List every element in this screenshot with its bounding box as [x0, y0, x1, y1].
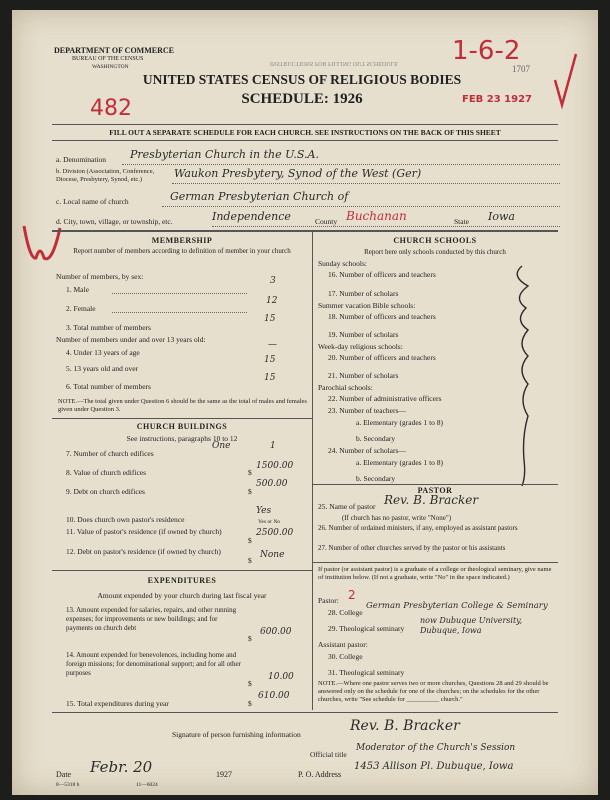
year-label: 1927 [216, 770, 232, 779]
schools-title: CHURCH SCHOOLS [393, 236, 477, 245]
q29-label: 29. Theological seminary [328, 624, 405, 633]
sunday-label: Sunday schools: [318, 259, 367, 268]
date-value: Febr. 20 [90, 758, 153, 776]
q10-value: Yes [256, 506, 272, 516]
weekday-label: Week-day religious schools: [318, 342, 403, 351]
schools-blank-scribble [482, 260, 562, 490]
q23a-label: a. Elementary (grades 1 to 8) [356, 418, 444, 427]
q1-value: 3 [270, 276, 276, 286]
form-code-2: 11—6024 [136, 782, 158, 788]
by-sex-label: Number of members, by sex: [56, 272, 144, 281]
q5-value: 15 [264, 355, 276, 365]
state-value: Iowa [488, 210, 515, 223]
stamp-number: 1707 [512, 64, 530, 74]
q25-label: 25. Name of pastor [318, 502, 376, 511]
address-label: P. O. Address [298, 770, 342, 779]
pastor-label: Pastor: [318, 596, 339, 605]
buildings-title: CHURCH BUILDINGS [136, 422, 228, 431]
denomination-value: Presbyterian Church in the U.S.A. [130, 148, 319, 161]
subtitle: FILL OUT A SEPARATE SCHEDULE FOR EACH CHURCH. SEE INSTRUCTIONS ON THE BACK OF THIS SHEET [109, 128, 501, 137]
q6-value: 15 [264, 373, 276, 383]
city-town-label: d. City, town, village, or township, etc. [56, 217, 173, 226]
q18-label: 18. Number of officers and teachers [328, 312, 436, 321]
q13-label: 13. Amount expended for salaries, repairs, and other running expenses; for improvements or new buildings; and for payments on church debt [66, 606, 237, 632]
expenditures-title: EXPENDITURES [147, 576, 217, 585]
q9-value: 500.00 [256, 479, 288, 489]
q23-label: 23. Number of teachers— [328, 406, 406, 415]
q15-value: 610.00 [258, 691, 290, 701]
q11-value: 2500.00 [256, 528, 294, 538]
date-label: Date [56, 770, 72, 779]
red-check-mark [552, 50, 578, 110]
schedule-title: SCHEDULE: 1926 [241, 91, 363, 107]
local-name-label: c. Local name of church [56, 197, 129, 206]
q11-label: 11. Value of pastor's residence (if owned by church) [66, 527, 222, 536]
under-over-label: Number of members under and over 13 years old: [56, 335, 206, 344]
expenditures-sub: Amount expended by your church during last fiscal year [97, 591, 267, 600]
q26-label: 26. Number of ordained ministers, if any, employed as assistant pastors [318, 524, 518, 532]
q12-label: 12. Debt on pastor's residence (if owned by church) [66, 547, 221, 556]
q5-label: 5. 13 years old and over [66, 364, 139, 373]
q7-label: 7. Number of church edifices [66, 449, 154, 458]
bureau-label: BUREAU OF THE CENSUS [72, 56, 144, 62]
q24-label: 24. Number of scholars— [328, 446, 406, 455]
city-label: WASHINGTON [92, 64, 129, 70]
q12-value: None [260, 550, 285, 560]
q3-label: 3. Total number of members [66, 323, 151, 332]
signature-value: Rev. B. Bracker [350, 718, 460, 734]
q7-value: 1 [270, 441, 276, 451]
q24b-label: b. Secondary [356, 474, 396, 483]
division-label: b. Division (Association, Conference, Diocese, Presbytery, Synod, etc.) [56, 168, 155, 183]
division-value: Waukon Presbytery, Synod of the West (Ger) [174, 167, 422, 180]
q25-value: Rev. B. Bracker [384, 493, 479, 507]
q19-label: 19. Number of scholars [328, 330, 399, 339]
bleed-through-text: INSTRUCTIONS FOR FILLING OUT SCHEDULE [270, 60, 398, 66]
graduate-note: If pastor (or assistant pastor) is a graduate of a college or theological seminary, give name of institution below. (If not a graduate, write "No" in the space indicated.) [318, 566, 552, 581]
red-number-mark: 482 [90, 96, 132, 121]
q4-value: — [268, 340, 277, 350]
buildings-sub: See instructions, paragraphs 10 to 12 [126, 434, 238, 443]
assistant-label: Assistant pastor: [318, 640, 368, 649]
page-title: UNITED STATES CENSUS OF RELIGIOUS BODIES [142, 72, 462, 87]
q3-value: 15 [264, 314, 276, 324]
official-title-value: Moderator of the Church's Session [356, 743, 516, 753]
red-code-mark: 1-6-2 [452, 36, 521, 66]
q28-label: 28. College [328, 608, 363, 617]
local-name-value: German Presbyterian Church of [170, 190, 349, 203]
q28-value: German Presbyterian College & Seminary [366, 601, 548, 611]
q10-label: 10. Does church own pastor's residence [66, 515, 185, 524]
county-label: County [315, 217, 338, 226]
q6-label: 6. Total number of members [66, 382, 151, 391]
q2-label: 2. Female [66, 304, 96, 313]
denomination-label: a. Denomination [56, 155, 106, 164]
q8-label: 8. Value of church edifices [66, 468, 147, 477]
q27-label: 27. Number of other churches served by the pastor or his assistants [318, 544, 506, 552]
summer-label: Summer vacation Bible schools: [318, 301, 416, 310]
census-schedule-page: DEPARTMENT OF COMMERCE BUREAU OF THE CENSUS WASHINGTON INSTRUCTIONS FOR FILLING OUT SCHEDULE UNITED STATES CENSUS OF RELIGIOUS BODIES SCHEDULE: 1926 FILL OUT A SEPARATE SCHEDULE FOR EACH CHURCH. SEE INSTRUCTIONS ON THE BACK OF THIS SHEET 1-6-2 1707 FEB 23 1927 482 a. Denomination Presbyterian Church in the U.S.A. b. Division (Association, Conference, Diocese, Presbytery, Synod, etc.) Waukon Presbytery, Synod of the West (Ger) c. Local name of church German Presbyterian Church of d. City, town, village, or township, etc. Independence County Buchanan State Iowa MEMBERSHIP Report number of members according to definition of member in your church Number of members, by sex: 1. Male 3 2. Female 12 3. Total number of members 15 Number of members under and over 13 years old: 4. Under 13 years of age — 5. 13 years old and over 15 6. Total number of members 15 NOTE.—The total given under Question 6 should be the same as the total of males and females given under Question 3. CHURCH BUILDINGS See instructions, paragraphs 10 to 12 7. Number of church edifices One 1 8. Value of church edifices $ 1500.00 9. Debt on church edifices $ 500.00 10. Does church own pastor's residence Yes Yes or No 11. Value of pastor's residence (if owned by church) $ 2500.00 12. Debt on pastor's residence (if owned by church) $ None EXPENDITURES Amount expended by your church during last fiscal year 13. Amount expended for salaries, repairs, and other running expenses; for improvements or new buildings; and for payments on church debt $ 600.00 14. Amount expended for benevolences, including home and foreign missions; for denominational support; and for all other purposes $ 10.00 15. Total expenditures during year $ 610.00 CHURCH SCHOOLS Report here only schools conducted by this church Sunday schools: 16. Number of officers and teachers 17. Number of scholars Summer vacation Bible schools: 18. Number of officers and teachers 19. Number of scholars Week-day religious schools: 20. Number of officers and teachers 21. Number of scholars Parochial schools: 22. Number of administrative officers 23. Number of teachers— a. Elementary (grades 1 to 8) b. Secondary 24. Number of scholars— a. Elementary (grades 1 to 8) b. Secondary PASTOR 25. Name of pastor Rev. B. Bracker (If church has no pastor, write "None") 26. Number of ordained ministers, if any, employed as assistant pastors 27. Number of other churches served by the pastor or his assistants If pastor (or assistant pastor) is a graduate of a college or theological seminary, give name of institution below. (If not a graduate, write "No" in the space indicated.) Pastor: 2 28. College German Presbyterian College & Seminary 29. Theological seminary now Dubuque University, Dubuque, Iowa Assistant pastor: 30. College 31. Theological seminary NOTE.—Where one pastor serves two or more churches, Questions 28 and 29 should be answered only on the schedule for one of the churches; on the schedules for the other churches, write "See schedule for __________ church." Signature of person furnishing information Rev. B. Bracker Official title Moderator of the Church's Session Date Febr. 20 1927 P. O. Address 1453 Allison Pl. Dubuque, Iowa 8—5318 b 11—6024 [12, 10, 598, 795]
pastor-note: NOTE.—Where one pastor serves two or more churches, Questions 28 and 29 should be answered only on the schedule for one of the churches; on the schedules for the other churches, write "See schedule for __________ church." [318, 680, 549, 703]
address-value: 1453 Allison Pl. Dubuque, Iowa [354, 761, 514, 772]
dept-label: DEPARTMENT OF COMMERCE [54, 46, 175, 55]
q27-value: 2 [348, 588, 356, 602]
q14-value: 10.00 [268, 672, 294, 682]
county-value: Buchanan [346, 209, 407, 223]
membership-note: NOTE.—The total given under Question 6 should be the same as the total of males and females given under Question 3. [58, 398, 307, 413]
q14-label: 14. Amount expended for benevolences, including home and foreign missions; for denominational support; and for all other purposes [66, 651, 241, 677]
q30-label: 30. College [328, 652, 363, 661]
q22-label: 22. Number of administrative officers [328, 394, 442, 403]
q8-value: 1500.00 [256, 461, 294, 471]
pastor-title: PASTOR [417, 486, 453, 495]
city-value: Independence [212, 210, 291, 223]
q2-value: 12 [266, 296, 278, 306]
state-label: State [454, 217, 469, 226]
q25-hint: (If church has no pastor, write "None") [342, 514, 452, 522]
official-title-label: Official title [310, 750, 347, 759]
q4-label: 4. Under 13 years of age [66, 348, 140, 357]
q15-label: 15. Total expenditures during year [66, 699, 169, 708]
signature-label: Signature of person furnishing information [172, 730, 301, 739]
q17-label: 17. Number of scholars [328, 289, 399, 298]
q20-label: 20. Number of officers and teachers [328, 353, 436, 362]
parochial-label: Parochial schools: [318, 383, 373, 392]
membership-title: MEMBERSHIP [151, 236, 213, 245]
received-date-stamp: FEB 23 1927 [462, 94, 532, 105]
q23b-label: b. Secondary [356, 434, 396, 443]
q10-hint: Yes or No [258, 519, 281, 525]
q24a-label: a. Elementary (grades 1 to 8) [356, 458, 444, 467]
q29-value: now Dubuque University, Dubuque, Iowa [420, 616, 523, 635]
form-code-1: 8—5318 b [56, 782, 80, 788]
q21-label: 21. Number of scholars [328, 371, 399, 380]
schools-sub: Report here only schools conducted by this church [364, 248, 506, 256]
q9-label: 9. Debt on church edifices [66, 487, 145, 496]
membership-intro: Report number of members according to definition of member in your church [73, 247, 291, 255]
red-w-mark [20, 220, 70, 270]
q31-label: 31. Theological seminary [328, 668, 405, 677]
q1-label: 1. Male [66, 285, 89, 294]
q16-label: 16. Number of officers and teachers [328, 270, 436, 279]
q7-word: One [212, 441, 231, 451]
q13-value: 600.00 [260, 627, 292, 637]
